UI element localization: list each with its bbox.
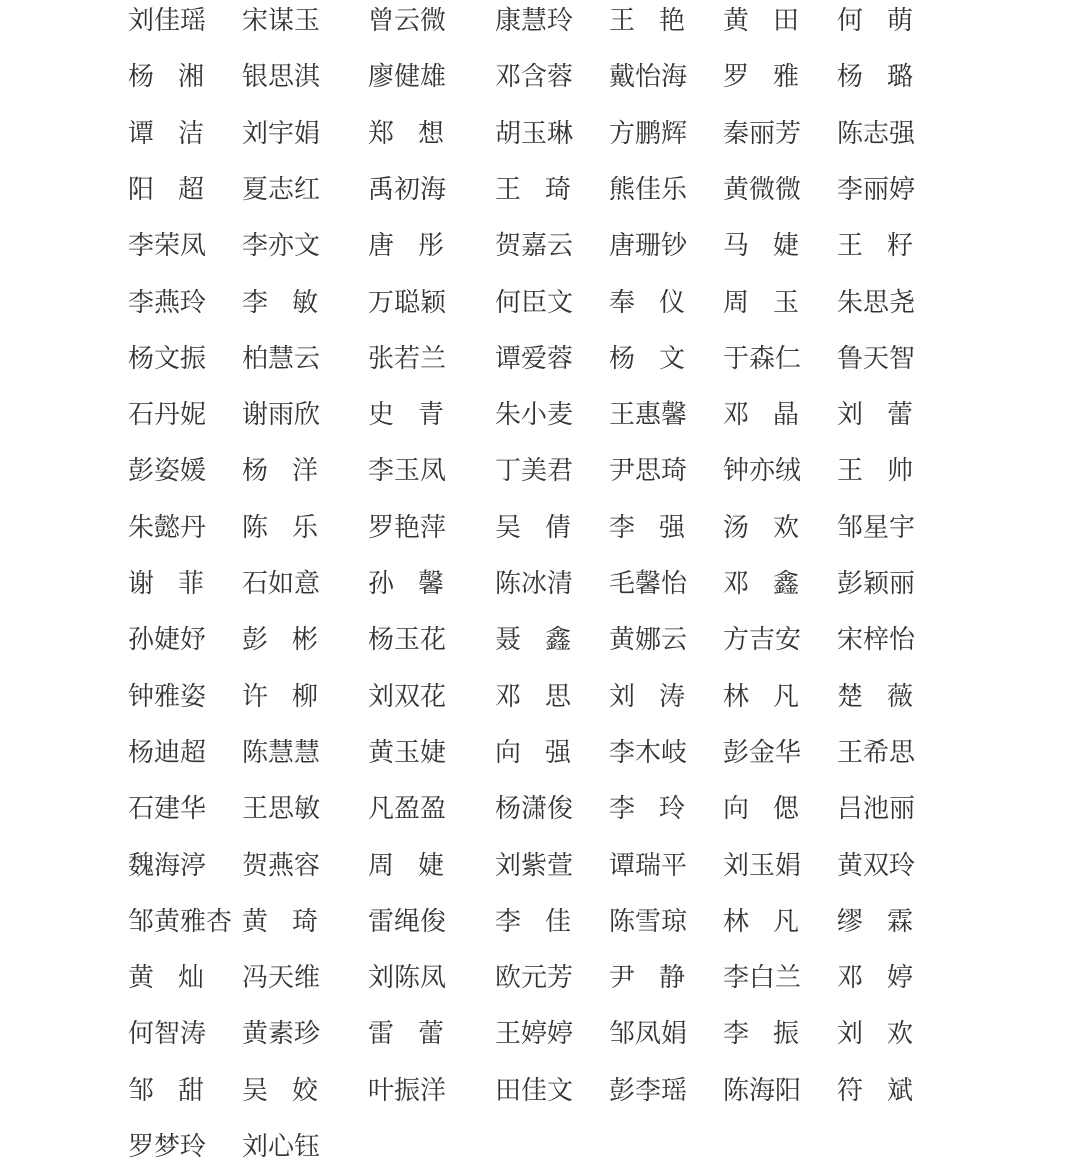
- person-name: 宋 梓 怡: [837, 625, 916, 656]
- person-name: 方 鹏 辉: [609, 118, 688, 149]
- person-name: 汤 欢: [723, 512, 799, 543]
- person-name: 符 斌: [837, 1075, 913, 1106]
- name-row: [0, 902, 1080, 942]
- person-name: 廖 健 雄: [368, 62, 447, 93]
- person-name: 邹 黄 雅 杏: [128, 906, 233, 937]
- person-name: 林 凡: [723, 906, 799, 937]
- person-name: 刘 佳 瑶: [128, 6, 207, 36]
- person-name: 刘 宇 娟: [242, 118, 321, 149]
- person-name: 罗 雅: [723, 62, 799, 93]
- person-name: 李 丽 婷: [837, 174, 916, 205]
- person-name: 曾 云 微: [368, 6, 447, 36]
- person-name: 方 吉 安: [723, 625, 802, 656]
- person-name: 王 惠 馨: [609, 400, 688, 431]
- name-row: [0, 1071, 1080, 1111]
- person-name: 鲁 天 智: [837, 343, 916, 374]
- person-name: 刘 蕾: [837, 400, 913, 431]
- person-name: 钟 雅 姿: [128, 681, 207, 712]
- name-row: [0, 395, 1080, 435]
- person-name: 万 聪 颖: [368, 287, 447, 318]
- person-name: 邓 晶: [723, 400, 799, 431]
- name-row: [0, 170, 1080, 210]
- name-row: [0, 339, 1080, 379]
- person-name: 禹 初 海: [368, 174, 447, 205]
- person-name: 田 佳 文: [495, 1075, 574, 1106]
- person-name: 郑 想: [368, 118, 444, 149]
- person-name: 彭 金 华: [723, 737, 802, 768]
- name-row: [0, 114, 1080, 154]
- person-name: 杨 文: [609, 343, 685, 374]
- person-name: 王 婷 婷: [495, 1019, 574, 1050]
- name-row: [0, 846, 1080, 886]
- person-name: 罗 梦 玲: [128, 1132, 207, 1162]
- person-name: 向 强: [495, 737, 571, 768]
- person-name: 黄 田: [723, 6, 799, 36]
- person-name: 丁 美 君: [495, 456, 574, 487]
- person-name: 唐 彤: [368, 231, 444, 262]
- person-name: 阳 超: [128, 174, 204, 205]
- person-name: 邹 甜: [128, 1075, 204, 1106]
- person-name: 叶 振 洋: [368, 1075, 447, 1106]
- person-name: 彭 彬: [242, 625, 318, 656]
- person-name: 何 智 涛: [128, 1019, 207, 1050]
- person-name: 唐 珊 钞: [609, 231, 688, 262]
- name-row: [0, 1014, 1080, 1054]
- name-row: [0, 451, 1080, 491]
- person-name: 刘 欢: [837, 1019, 913, 1050]
- person-name: 奉 仪: [609, 287, 685, 318]
- person-name: 雷 蕾: [368, 1019, 444, 1050]
- person-name: 王 艳: [609, 6, 685, 36]
- person-name: 李 玲: [609, 794, 685, 825]
- person-name: 缪 霖: [837, 906, 913, 937]
- person-name: 银 思 淇: [242, 62, 321, 93]
- person-name: 欧 元 芳: [495, 963, 574, 994]
- person-name: 黄 微 微: [723, 174, 802, 205]
- person-name: 何 萌: [837, 6, 913, 36]
- person-name: 朱 懿 丹: [128, 512, 207, 543]
- person-name: 凡 盈 盈: [368, 794, 447, 825]
- person-name: 周 婕: [368, 850, 444, 881]
- person-name: 周 玉: [723, 287, 799, 318]
- person-name: 邓 思: [495, 681, 571, 712]
- person-name: 邓 含 蓉: [495, 62, 574, 93]
- person-name: 黄 素 珍: [242, 1019, 321, 1050]
- person-name: 谭 瑞 平: [609, 850, 688, 881]
- person-name: 贺 嘉 云: [495, 231, 574, 262]
- person-name: 罗 艳 萍: [368, 512, 447, 543]
- person-name: 王 思 敏: [242, 794, 321, 825]
- person-name: 刘 涛: [609, 681, 685, 712]
- person-name: 吴 倩: [495, 512, 571, 543]
- person-name: 黄 灿: [128, 963, 204, 994]
- person-name: 黄 琦: [242, 906, 318, 937]
- person-name: 贺 燕 容: [242, 850, 321, 881]
- person-name: 李 玉 凤: [368, 456, 447, 487]
- person-name: 张 若 兰: [368, 343, 447, 374]
- person-name: 李 白 兰: [723, 963, 802, 994]
- person-name: 邓 婷: [837, 963, 913, 994]
- person-name: 尹 思 琦: [609, 456, 688, 487]
- person-name: 杨 玉 花: [368, 625, 447, 656]
- person-name: 谢 菲: [128, 569, 204, 599]
- person-name: 陈 志 强: [837, 118, 916, 149]
- name-row: [0, 283, 1080, 323]
- person-name: 杨 潇 俊: [495, 794, 574, 825]
- person-name: 楚 薇: [837, 681, 913, 712]
- person-name: 柏 慧 云: [242, 343, 321, 374]
- person-name: 彭 颖 丽: [837, 569, 916, 599]
- name-row: [0, 677, 1080, 717]
- person-name: 李 佳: [495, 906, 571, 937]
- person-name: 宋 谋 玉: [242, 6, 321, 36]
- person-name: 杨 文 振: [128, 343, 207, 374]
- person-name: 尹 静: [609, 963, 685, 994]
- person-name: 王 琦: [495, 174, 571, 205]
- person-name: 邓 鑫: [723, 569, 799, 599]
- name-row: [0, 508, 1080, 548]
- person-name: 吴 姣: [242, 1075, 318, 1106]
- person-name: 石 如 意: [242, 569, 321, 599]
- person-name: 孙 馨: [368, 569, 444, 599]
- person-name: 刘 陈 凤: [368, 963, 447, 994]
- person-name: 陈 雪 琼: [609, 906, 688, 937]
- person-name: 刘 双 花: [368, 681, 447, 712]
- person-name: 黄 双 玲: [837, 850, 916, 881]
- name-row: [0, 564, 1080, 604]
- name-row: [0, 1, 1080, 41]
- person-name: 刘 心 钰: [242, 1132, 321, 1162]
- person-name: 朱 思 尧: [837, 287, 916, 318]
- person-name: 谭 洁: [128, 118, 204, 149]
- person-name: 康 慧 玲: [495, 6, 574, 36]
- person-name: 王 帅: [837, 456, 913, 487]
- person-name: 向 偲: [723, 794, 799, 825]
- person-name: 聂 鑫: [495, 625, 571, 656]
- person-name: 李 敏: [242, 287, 318, 318]
- person-name: 彭 姿 媛: [128, 456, 207, 487]
- person-name: 陈 海 阳: [723, 1075, 802, 1106]
- person-name: 杨 湘: [128, 62, 204, 93]
- person-name: 夏 志 红: [242, 174, 321, 205]
- person-name: 黄 娜 云: [609, 625, 688, 656]
- person-name: 谢 雨 欣: [242, 400, 321, 431]
- person-name: 朱 小 麦: [495, 400, 574, 431]
- name-row: [0, 958, 1080, 998]
- person-name: 彭 李 瑶: [609, 1075, 688, 1106]
- person-name: 于 森 仁: [723, 343, 802, 374]
- person-name: 马 婕: [723, 231, 799, 262]
- person-name: 雷 绳 俊: [368, 906, 447, 937]
- person-name: 黄 玉 婕: [368, 737, 447, 768]
- person-name: 王 籽: [837, 231, 913, 262]
- person-name: 谭 爱 蓉: [495, 343, 574, 374]
- name-row: [0, 57, 1080, 97]
- person-name: 杨 璐: [837, 62, 913, 93]
- person-name: 刘 紫 萱: [495, 850, 574, 881]
- person-name: 何 臣 文: [495, 287, 574, 318]
- person-name: 林 凡: [723, 681, 799, 712]
- person-name: 许 柳: [242, 681, 318, 712]
- person-name: 冯 天 维: [242, 963, 321, 994]
- person-name: 陈 慧 慧: [242, 737, 321, 768]
- person-name: 石 丹 妮: [128, 400, 207, 431]
- name-row: [0, 620, 1080, 660]
- person-name: 孙 婕 妤: [128, 625, 207, 656]
- person-name: 石 建 华: [128, 794, 207, 825]
- person-name: 李 强: [609, 512, 685, 543]
- person-name: 杨 迪 超: [128, 737, 207, 768]
- person-name: 王 希 思: [837, 737, 916, 768]
- person-name: 邹 星 宇: [837, 512, 916, 543]
- person-name: 毛 馨 怡: [609, 569, 688, 599]
- person-name: 史 青: [368, 400, 444, 431]
- person-name: 陈 乐: [242, 512, 318, 543]
- person-name: 李 木 岐: [609, 737, 688, 768]
- person-name: 刘 玉 娟: [723, 850, 802, 881]
- name-row: [0, 226, 1080, 266]
- person-name: 戴 怡 海: [609, 62, 688, 93]
- name-row: [0, 789, 1080, 829]
- person-name: 邹 凤 娟: [609, 1019, 688, 1050]
- person-name: 李 燕 玲: [128, 287, 207, 318]
- person-name: 胡 玉 琳: [495, 118, 574, 149]
- person-name: 李 亦 文: [242, 231, 321, 262]
- person-name: 钟 亦 绒: [723, 456, 802, 487]
- person-name: 李 振: [723, 1019, 799, 1050]
- person-name: 陈 冰 清: [495, 569, 574, 599]
- person-name: 秦 丽 芳: [723, 118, 802, 149]
- person-name: 杨 洋: [242, 456, 318, 487]
- person-name: 魏 海 渟: [128, 850, 207, 881]
- name-row: [0, 733, 1080, 773]
- person-name: 李 荣 凤: [128, 231, 207, 262]
- name-row: [0, 1127, 1080, 1167]
- person-name: 吕 池 丽: [837, 794, 916, 825]
- person-name: 熊 佳 乐: [609, 174, 688, 205]
